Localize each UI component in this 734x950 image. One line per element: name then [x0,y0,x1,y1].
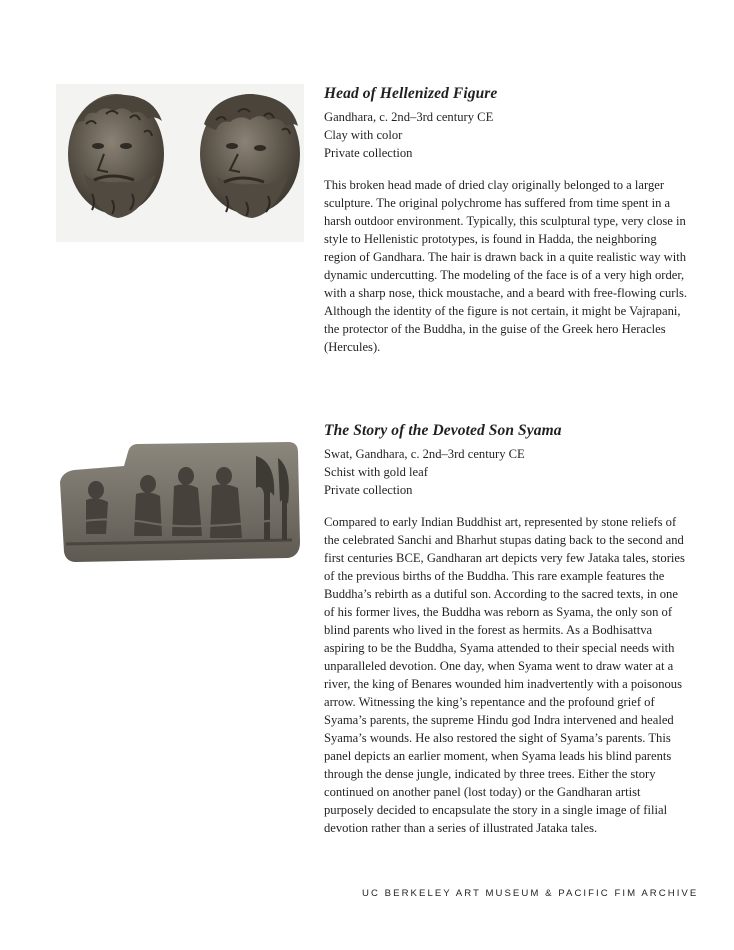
artwork-origin: Gandhara, c. 2nd–3rd century CE [324,110,494,124]
entry-text-syama [324,421,688,837]
artwork-title: Head of Hellenized Figure [324,85,498,102]
artwork-collection: Private collection [324,483,413,497]
artwork-medium: Clay with color [324,128,403,142]
page-footer: UC BERKELEY ART MUSEUM & PACIFIC FIM ARCHIVE [362,888,699,899]
artwork-description: Compared to early Indian Buddhist art, represented by stone reliefs of the celebrated Sanchi and Bharhut stupas dating back to the second and first centuries BCE, Gandharan art depicts very few Jataka tales, stories of the previous births of the Buddha. This rare example features the Buddha’s rebirth as a dutiful son. According to the sacred texts, in one of his former lives, the Buddha was reborn as Syama, the only son of blind parents who lived in the forest as hermits. As a Bodhisattva aspiring to be the Buddha, Syama attended to their special needs with unparalleled devotion. One day, when Syama went to draw water at a river, the king of Benares wounded him inadvertently with a poisonous arrow. Witnessing the king’s repentance and the profound grief of Syama’s parents, the supreme Hindu god Indra intervened and healed Syama’s wounds. He also restored the sight of Syama’s parents. This panel depicts an earlier moment, when Syama leads his blind parents through the dense jungle, indicated by three trees. Either the story continued on another panel (lost today) or the Gandharan artist purposely decided to encapsulate the story in a single image of filial devotion rather than a series of illustrated Jataka tales. [324,515,685,835]
sculpture-photo-relief [56,432,302,564]
artwork-collection: Private collection [324,146,413,160]
schist-relief-image [56,432,302,564]
entry-text-head [324,84,688,356]
clay-head-image [56,84,304,242]
artwork-origin: Swat, Gandhara, c. 2nd–3rd century CE [324,447,525,461]
artwork-description: This broken head made of dried clay originally belonged to a larger sculpture. The original polychrome has suffered from time spent in a harsh outdoor environment. Typically, this sculptural type, very close in style to Hellenistic prototypes, is found in Hadda, the neighboring region of Gandhara. The hair is drawn back in a quite realistic way with dynamic undercutting. The modeling of the face is of a very high order, with a sharp nose, thick moustache, and a beard with free-flowing curls. Although the identity of the figure is not certain, it might be Vajrapani, the protector of the Buddha, in the guise of the Greek hero Heracles (Hercules). [324,178,688,354]
sculpture-photo-head [56,84,304,242]
artwork-medium: Schist with gold leaf [324,465,428,479]
artwork-title: The Story of the Devoted Son Syama [324,422,562,439]
